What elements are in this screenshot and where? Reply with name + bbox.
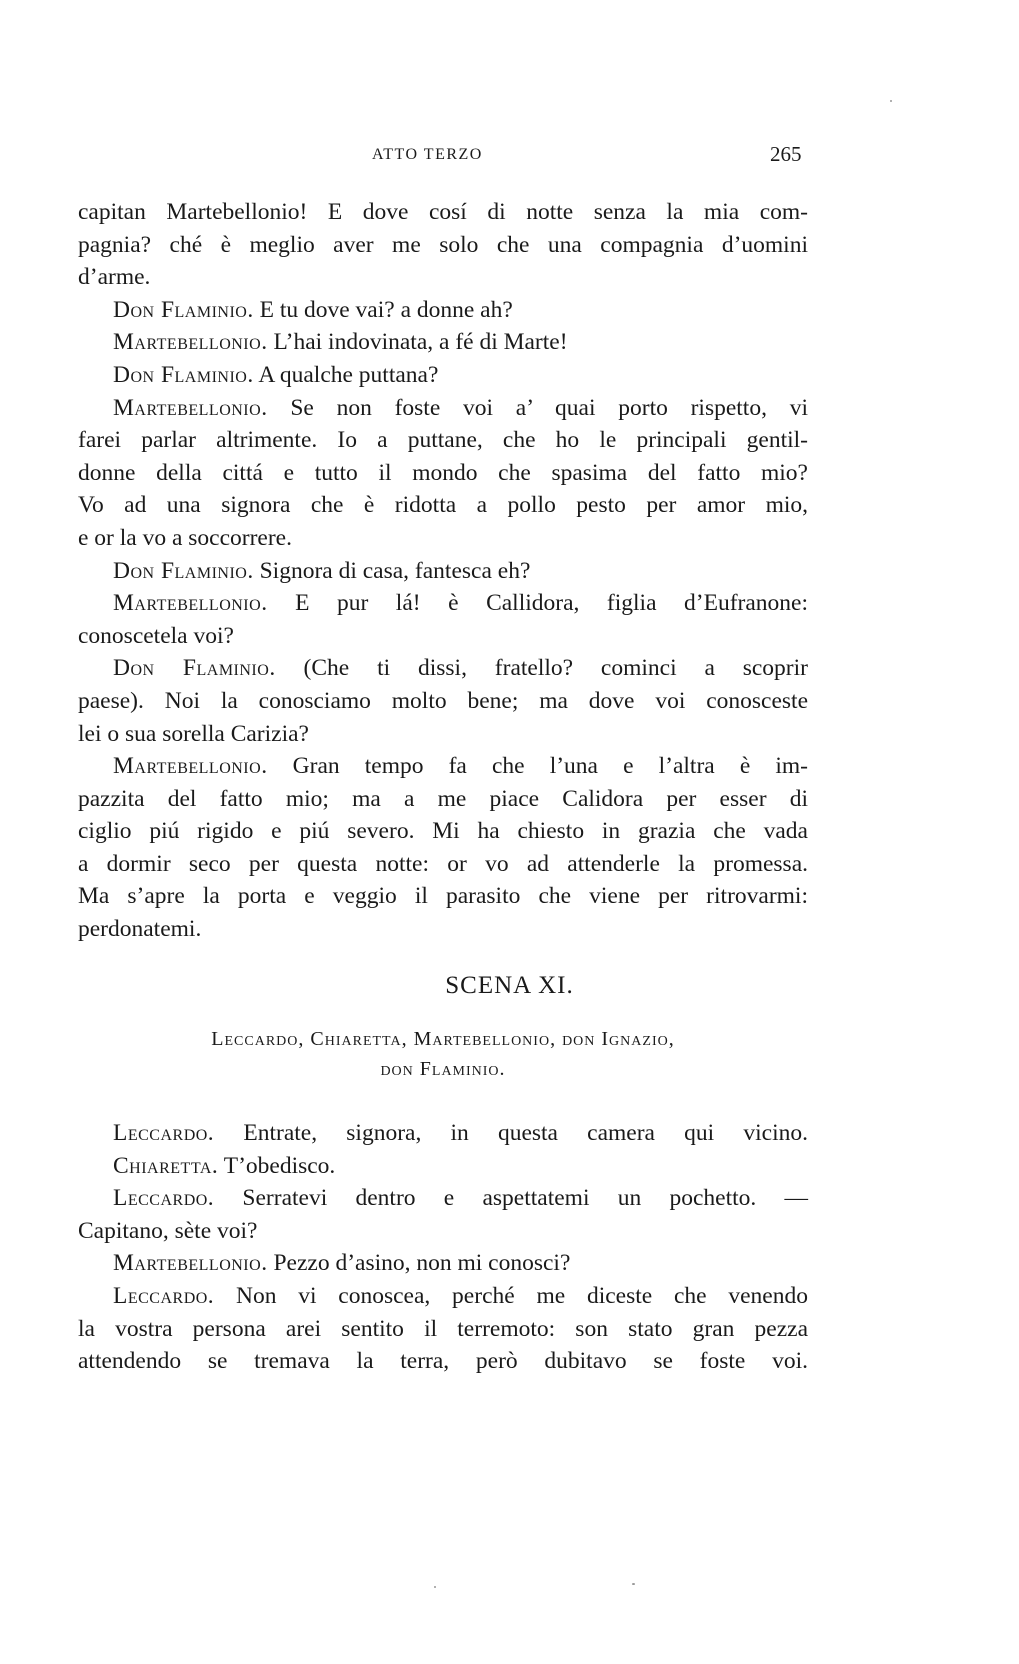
speaker-name: Don Flaminio. [113,296,254,323]
line-text: L’hai indovinata, a fé di Marte! [267,329,568,356]
text-line [78,294,808,327]
line-text: Gran tempo fa che l’una e l’altra è im- [267,753,808,780]
line-text: lei o sua sorella Carizia? [78,720,309,747]
text-line [78,489,808,522]
text-line [78,555,808,588]
line-text: d’arme. [78,264,151,291]
line-text: (Che ti dissi, fratello? cominci a scoprir [275,655,808,682]
scan-speck [632,1583,635,1585]
text-line [78,1313,808,1346]
text-line [78,1280,808,1313]
scan-speck [434,1586,436,1588]
text-line [78,620,808,653]
text-line [78,587,808,620]
text-line [78,1150,808,1183]
text-line [78,522,808,555]
speaker-name: Martebellonio. [113,1250,268,1277]
scene-title: SCENA XI. [445,972,574,999]
line-text: Ma s’apre la porta e veggio il parasito che viene per ritrovarmi: [78,883,808,910]
line-text: a dormir seco per questa notte: or vo ad attenderle la promessa. [78,850,808,877]
text-line [78,750,808,783]
line-text: Pezzo d’asino, non mi conosci? [267,1250,571,1277]
line-text: pazzita del fatto mio; ma a me piace Calidora per esser di [78,785,808,812]
speaker-name: Martebellonio. [113,394,268,421]
text-line [78,392,808,425]
speaker-name: Leccardo. [113,1120,215,1146]
line-text: Serratevi dentro e aspettatemi un pochetto. — [214,1185,808,1212]
text-line [78,1117,808,1150]
line-text: E pur lá! è Callidora, figlia d’Eufranone: [267,590,808,617]
text-block-1 [78,196,808,946]
text-line [78,424,808,457]
line-text: e or la vo a soccorrere. [78,524,292,551]
page-number: 265 [770,142,802,166]
line-text: paese). Noi la conosciamo molto bene; ma dove voi conosceste [78,687,808,714]
text-line [78,359,808,392]
text-line [78,457,808,490]
text-line [78,261,808,294]
text-line [78,880,808,913]
text-line [78,229,808,262]
speaker-name: Don Flaminio. [113,655,276,682]
text-line [78,326,808,359]
line-text: Non vi conoscea, perché me diceste che venendo [214,1282,808,1309]
line-text: la vostra persona arei sentito il terremoto: son stato gran pezza [78,1315,808,1342]
line-text: attendendo se tremava la terra, però dubitavo se foste voi. [78,1348,808,1375]
line-text: Capitano, sète voi? [78,1217,258,1244]
line-text: farei parlar altrimente. Io a puttane, che ho le principali gentil- [78,427,808,454]
text-line [78,685,808,718]
line-text: Vo ad una signora che è ridotta a pollo pesto per amor mio, [78,492,808,519]
line-text: capitan Martebellonio! E dove cosí di notte senza la mia com- [78,199,808,225]
cast-list-line-2: don Flaminio. [380,1058,506,1080]
text-line [78,1182,808,1215]
text-line [78,848,808,881]
line-text: pagnia? ché è meglio aver me solo che una compagnia d’uomini [78,231,808,258]
text-line [78,196,808,229]
line-text: ciglio piú rigido e piú severo. Mi ha chiesto in grazia che vada [78,818,808,845]
scan-speck [890,100,892,102]
line-text: perdonatemi. [78,916,202,943]
text-line [78,1345,808,1378]
line-text: Entrate, signora, in questa camera qui vicino. [214,1120,808,1146]
speaker-name: Don Flaminio. [113,361,254,388]
text-line [78,913,808,946]
speaker-name: Martebellonio. [113,329,268,356]
line-text: Se non foste voi a’ quai porto rispetto, vi [267,394,808,421]
speaker-name: Martebellonio. [113,753,268,780]
line-text: E tu dove vai? a donne ah? [253,296,513,323]
text-line [78,815,808,848]
speaker-name: Leccardo. [113,1185,215,1212]
text-line [78,1247,808,1280]
speaker-name: Leccardo. [113,1282,215,1309]
text-line [78,718,808,751]
cast-list-line-1: Leccardo, Chiaretta, Martebellonio, don Ignazio, [211,1028,675,1050]
speaker-name: Martebellonio. [113,590,268,617]
speaker-name: Chiaretta. [113,1152,219,1179]
line-text: T’obedisco. [218,1152,336,1179]
line-text: A qualche puttana? [253,361,439,388]
line-text: donne della cittá e tutto il mondo che spasima del fatto mio? [78,459,808,486]
text-line [78,783,808,816]
running-title: ATTO TERZO [372,146,483,163]
text-line [78,1215,808,1248]
line-text: Signora di casa, fantesca eh? [253,557,531,584]
speaker-name: Don Flaminio. [113,557,254,584]
line-text: conoscetela voi? [78,622,234,649]
text-block-2 [78,1117,808,1378]
text-line [78,652,808,685]
